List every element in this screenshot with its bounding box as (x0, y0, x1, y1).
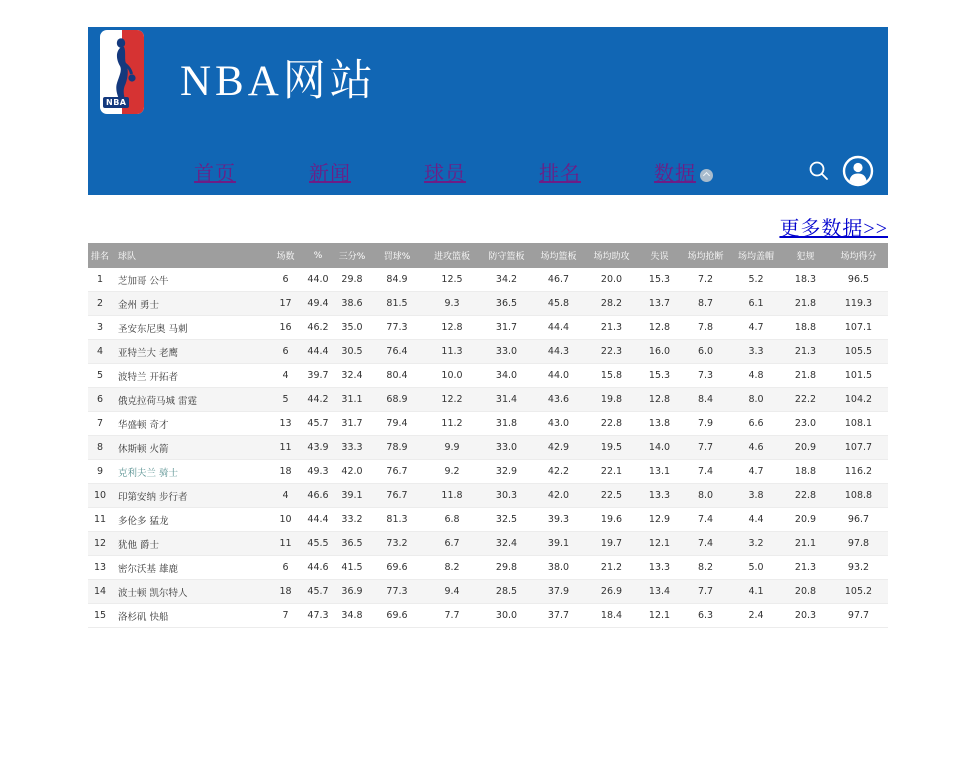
stat-cell: 42.0 (532, 484, 585, 508)
stat-cell: 3.8 (730, 484, 782, 508)
stat-cell: 7.2 (681, 268, 730, 292)
table-row (88, 580, 888, 604)
stat-cell: 12.9 (638, 508, 681, 532)
nav-link-news[interactable]: 新闻 (309, 163, 351, 185)
column-header-3: % (303, 243, 333, 268)
stat-cell: 81.3 (371, 508, 423, 532)
stat-cell: 46.2 (303, 316, 333, 340)
stat-cell: 22.3 (585, 340, 638, 364)
stat-cell: 76.7 (371, 460, 423, 484)
stat-cell: 13.4 (638, 580, 681, 604)
rank-cell: 1 (88, 268, 112, 292)
stat-cell: 9.2 (423, 460, 481, 484)
stat-cell: 6.1 (730, 292, 782, 316)
stat-cell: 47.3 (303, 604, 333, 628)
stat-cell: 6 (268, 268, 303, 292)
stat-cell: 46.7 (532, 268, 585, 292)
stat-cell: 31.7 (481, 316, 532, 340)
stat-cell: 4.6 (730, 436, 782, 460)
column-header-1: 球队 (112, 243, 268, 268)
stat-cell: 119.3 (829, 292, 888, 316)
stat-cell: 21.3 (782, 556, 829, 580)
table-row (88, 268, 888, 292)
stat-cell: 36.5 (333, 532, 371, 556)
stat-cell: 20.8 (782, 580, 829, 604)
stat-cell: 4.4 (730, 508, 782, 532)
stat-cell: 68.9 (371, 388, 423, 412)
team-name[interactable]: 华盛顿 奇才 (112, 412, 268, 436)
stat-cell: 10.0 (423, 364, 481, 388)
stat-cell: 7.4 (681, 532, 730, 556)
team-name[interactable]: 波特兰 开拓者 (112, 364, 268, 388)
stat-cell: 46.6 (303, 484, 333, 508)
stat-cell: 17 (268, 292, 303, 316)
stat-cell: 4.8 (730, 364, 782, 388)
nav-link-data[interactable]: 数据 (654, 157, 713, 186)
stat-cell: 26.9 (585, 580, 638, 604)
search-icon[interactable] (807, 159, 831, 183)
team-name[interactable]: 金州 勇士 (112, 292, 268, 316)
column-header-5: 罚球% (371, 243, 423, 268)
page-container (88, 27, 888, 628)
stat-cell: 44.4 (303, 340, 333, 364)
stat-cell: 96.7 (829, 508, 888, 532)
stat-cell: 32.9 (481, 460, 532, 484)
rank-cell: 15 (88, 604, 112, 628)
table-row (88, 556, 888, 580)
stat-cell: 43.0 (532, 412, 585, 436)
stat-cell: 31.8 (481, 412, 532, 436)
stats-table-header-row (88, 243, 888, 268)
stat-cell: 76.7 (371, 484, 423, 508)
stat-cell: 6.8 (423, 508, 481, 532)
stat-cell: 28.2 (585, 292, 638, 316)
table-row (88, 604, 888, 628)
stat-cell: 108.1 (829, 412, 888, 436)
stat-cell: 10 (268, 508, 303, 532)
stat-cell: 11.3 (423, 340, 481, 364)
stat-cell: 28.5 (481, 580, 532, 604)
table-row (88, 412, 888, 436)
stat-cell: 44.6 (303, 556, 333, 580)
nba-logo[interactable] (100, 30, 144, 114)
stat-cell: 18.8 (782, 460, 829, 484)
stat-cell: 43.9 (303, 436, 333, 460)
stat-cell: 12.1 (638, 604, 681, 628)
stat-cell: 44.0 (303, 268, 333, 292)
stat-cell: 41.5 (333, 556, 371, 580)
column-header-6: 进攻篮板 (423, 243, 481, 268)
team-name[interactable]: 密尔沃基 雄鹿 (112, 556, 268, 580)
team-name[interactable]: 俄克拉荷马城 雷霆 (112, 388, 268, 412)
stat-cell: 3.2 (730, 532, 782, 556)
stat-cell: 7.4 (681, 460, 730, 484)
stat-cell: 20.9 (782, 436, 829, 460)
team-name[interactable]: 芝加哥 公牛 (112, 268, 268, 292)
stat-cell: 6 (268, 340, 303, 364)
team-name[interactable]: 犹他 爵士 (112, 532, 268, 556)
table-row (88, 316, 888, 340)
stat-cell: 45.8 (532, 292, 585, 316)
stat-cell: 11 (268, 436, 303, 460)
stat-cell: 30.0 (481, 604, 532, 628)
stat-cell: 12.8 (638, 316, 681, 340)
stat-cell: 21.3 (782, 340, 829, 364)
stat-cell: 45.7 (303, 412, 333, 436)
stat-cell: 3.3 (730, 340, 782, 364)
stat-cell: 15.3 (638, 364, 681, 388)
table-row (88, 484, 888, 508)
column-header-10: 失误 (638, 243, 681, 268)
stat-cell: 43.6 (532, 388, 585, 412)
stat-cell: 45.7 (303, 580, 333, 604)
stat-cell: 18.3 (782, 268, 829, 292)
stat-cell: 19.5 (585, 436, 638, 460)
stat-cell: 30.3 (481, 484, 532, 508)
nav-link-ranking[interactable]: 排名 (539, 163, 581, 185)
stat-cell: 21.8 (782, 292, 829, 316)
main-nav (194, 157, 713, 186)
user-avatar-icon[interactable] (842, 155, 874, 187)
stat-cell: 21.3 (585, 316, 638, 340)
stat-cell: 13.8 (638, 412, 681, 436)
stat-cell: 97.8 (829, 532, 888, 556)
stat-cell: 39.1 (532, 532, 585, 556)
stat-cell: 49.4 (303, 292, 333, 316)
stat-cell: 8.0 (681, 484, 730, 508)
stat-cell: 21.8 (782, 364, 829, 388)
stat-cell: 9.3 (423, 292, 481, 316)
stat-cell: 31.1 (333, 388, 371, 412)
stat-cell: 13.7 (638, 292, 681, 316)
stat-cell: 16.0 (638, 340, 681, 364)
stat-cell: 37.7 (532, 604, 585, 628)
stat-cell: 32.4 (481, 532, 532, 556)
stat-cell: 2.4 (730, 604, 782, 628)
table-row (88, 460, 888, 484)
column-header-12: 场均盖帽 (730, 243, 782, 268)
stat-cell: 39.1 (333, 484, 371, 508)
rank-cell: 6 (88, 388, 112, 412)
stat-cell: 107.1 (829, 316, 888, 340)
stat-cell: 12.5 (423, 268, 481, 292)
stat-cell: 7.3 (681, 364, 730, 388)
table-row (88, 436, 888, 460)
column-header-13: 犯规 (782, 243, 829, 268)
team-name[interactable]: 多伦多 猛龙 (112, 508, 268, 532)
team-name[interactable]: 圣安东尼奥 马刺 (112, 316, 268, 340)
stat-cell: 73.2 (371, 532, 423, 556)
stat-cell: 4 (268, 484, 303, 508)
more-data-link[interactable]: 更多数据>> (779, 218, 888, 240)
rank-cell: 2 (88, 292, 112, 316)
stat-cell: 44.3 (532, 340, 585, 364)
nav-link-players[interactable]: 球员 (424, 163, 466, 185)
stat-cell: 7.7 (423, 604, 481, 628)
stat-cell: 7.7 (681, 436, 730, 460)
stat-cell: 31.7 (333, 412, 371, 436)
stat-cell: 32.5 (481, 508, 532, 532)
stat-cell: 30.5 (333, 340, 371, 364)
rank-cell: 14 (88, 580, 112, 604)
stat-cell: 12.8 (638, 388, 681, 412)
rank-cell: 7 (88, 412, 112, 436)
table-row (88, 340, 888, 364)
stat-cell: 7 (268, 604, 303, 628)
stat-cell: 13.3 (638, 556, 681, 580)
stat-cell: 49.3 (303, 460, 333, 484)
stat-cell: 84.9 (371, 268, 423, 292)
stat-cell: 80.4 (371, 364, 423, 388)
stat-cell: 20.9 (782, 508, 829, 532)
stat-cell: 42.9 (532, 436, 585, 460)
stat-cell: 78.9 (371, 436, 423, 460)
header-icons (807, 155, 874, 187)
stat-cell: 13.1 (638, 460, 681, 484)
stat-cell: 12.8 (423, 316, 481, 340)
stat-cell: 93.2 (829, 556, 888, 580)
stat-cell: 18 (268, 580, 303, 604)
stat-cell: 18 (268, 460, 303, 484)
site-title: NBA网站 (180, 58, 377, 105)
stat-cell: 6.7 (423, 532, 481, 556)
stat-cell: 108.8 (829, 484, 888, 508)
stat-cell: 15.8 (585, 364, 638, 388)
stat-cell: 8.2 (681, 556, 730, 580)
stat-cell: 19.7 (585, 532, 638, 556)
stat-cell: 31.4 (481, 388, 532, 412)
stat-cell: 29.8 (333, 268, 371, 292)
stats-table-head (88, 243, 888, 268)
rank-cell: 3 (88, 316, 112, 340)
stat-cell: 45.5 (303, 532, 333, 556)
stat-cell: 97.7 (829, 604, 888, 628)
expand-circle-icon[interactable] (700, 169, 713, 182)
stat-cell: 16 (268, 316, 303, 340)
stat-cell: 21.2 (585, 556, 638, 580)
table-row (88, 364, 888, 388)
stat-cell: 20.3 (782, 604, 829, 628)
stat-cell: 34.2 (481, 268, 532, 292)
column-header-0: 排名 (88, 243, 112, 268)
stat-cell: 36.5 (481, 292, 532, 316)
stat-cell: 6.3 (681, 604, 730, 628)
rank-cell: 13 (88, 556, 112, 580)
stat-cell: 7.8 (681, 316, 730, 340)
stat-cell: 8.7 (681, 292, 730, 316)
stat-cell: 5.0 (730, 556, 782, 580)
stat-cell: 96.5 (829, 268, 888, 292)
stat-cell: 11 (268, 532, 303, 556)
stat-cell: 35.0 (333, 316, 371, 340)
stats-table-body (88, 268, 888, 628)
stat-cell: 22.2 (782, 388, 829, 412)
stat-cell: 44.0 (532, 364, 585, 388)
team-name[interactable]: 洛杉矶 快船 (112, 604, 268, 628)
rank-cell: 8 (88, 436, 112, 460)
stat-cell: 6.0 (681, 340, 730, 364)
team-name[interactable]: 克利夫兰 骑士 (112, 460, 268, 484)
stat-cell: 9.4 (423, 580, 481, 604)
stat-cell: 33.2 (333, 508, 371, 532)
table-row (88, 508, 888, 532)
stat-cell: 8.2 (423, 556, 481, 580)
stat-cell: 38.0 (532, 556, 585, 580)
stat-cell: 39.3 (532, 508, 585, 532)
column-header-9: 场均助攻 (585, 243, 638, 268)
rank-cell: 5 (88, 364, 112, 388)
stat-cell: 6 (268, 556, 303, 580)
stat-cell: 7.9 (681, 412, 730, 436)
column-header-4: 三分% (333, 243, 371, 268)
table-row (88, 292, 888, 316)
stat-cell: 34.0 (481, 364, 532, 388)
stat-cell: 11.8 (423, 484, 481, 508)
site-header (88, 27, 888, 195)
team-name[interactable]: 亚特兰大 老鹰 (112, 340, 268, 364)
stat-cell: 8.4 (681, 388, 730, 412)
rank-cell: 10 (88, 484, 112, 508)
stat-cell: 5 (268, 388, 303, 412)
rank-cell: 12 (88, 532, 112, 556)
stat-cell: 42.0 (333, 460, 371, 484)
column-header-2: 场数 (268, 243, 303, 268)
stat-cell: 22.8 (585, 412, 638, 436)
stat-cell: 105.2 (829, 580, 888, 604)
stat-cell: 20.0 (585, 268, 638, 292)
stat-cell: 4.7 (730, 316, 782, 340)
nba-logo-wordmark: NBA (103, 97, 129, 108)
rank-cell: 4 (88, 340, 112, 364)
stat-cell: 12.2 (423, 388, 481, 412)
stats-table (88, 243, 888, 628)
stat-cell: 34.8 (333, 604, 371, 628)
rank-cell: 11 (88, 508, 112, 532)
stat-cell: 21.1 (782, 532, 829, 556)
stat-cell: 44.4 (303, 508, 333, 532)
stat-cell: 5.2 (730, 268, 782, 292)
stat-cell: 9.9 (423, 436, 481, 460)
team-name[interactable]: 休斯顿 火箭 (112, 436, 268, 460)
stat-cell: 37.9 (532, 580, 585, 604)
stat-cell: 42.2 (532, 460, 585, 484)
stat-cell: 105.5 (829, 340, 888, 364)
column-header-14: 场均得分 (829, 243, 888, 268)
stat-cell: 8.0 (730, 388, 782, 412)
stat-cell: 4.7 (730, 460, 782, 484)
stat-cell: 107.7 (829, 436, 888, 460)
stat-cell: 29.8 (481, 556, 532, 580)
stat-cell: 38.6 (333, 292, 371, 316)
table-row (88, 388, 888, 412)
team-name[interactable]: 波士顿 凯尔特人 (112, 580, 268, 604)
stat-cell: 116.2 (829, 460, 888, 484)
table-row (88, 532, 888, 556)
stat-cell: 22.1 (585, 460, 638, 484)
column-header-11: 场均抢断 (681, 243, 730, 268)
stat-cell: 22.8 (782, 484, 829, 508)
stat-cell: 19.8 (585, 388, 638, 412)
stat-cell: 44.2 (303, 388, 333, 412)
stat-cell: 22.5 (585, 484, 638, 508)
stat-cell: 12.1 (638, 532, 681, 556)
stat-cell: 13.3 (638, 484, 681, 508)
stat-cell: 44.4 (532, 316, 585, 340)
stat-cell: 18.8 (782, 316, 829, 340)
stat-cell: 104.2 (829, 388, 888, 412)
stat-cell: 32.4 (333, 364, 371, 388)
stat-cell: 4.1 (730, 580, 782, 604)
stat-cell: 6.6 (730, 412, 782, 436)
stat-cell: 81.5 (371, 292, 423, 316)
stat-cell: 33.0 (481, 340, 532, 364)
stat-cell: 79.4 (371, 412, 423, 436)
stat-cell: 11.2 (423, 412, 481, 436)
stat-cell: 19.6 (585, 508, 638, 532)
stat-cell: 33.0 (481, 436, 532, 460)
stat-cell: 13 (268, 412, 303, 436)
stat-cell: 77.3 (371, 580, 423, 604)
stat-cell: 101.5 (829, 364, 888, 388)
rank-cell: 9 (88, 460, 112, 484)
stat-cell: 39.7 (303, 364, 333, 388)
stat-cell: 33.3 (333, 436, 371, 460)
stat-cell: 4 (268, 364, 303, 388)
stat-cell: 76.4 (371, 340, 423, 364)
nav-link-home[interactable]: 首页 (194, 163, 236, 185)
stat-cell: 14.0 (638, 436, 681, 460)
stat-cell: 15.3 (638, 268, 681, 292)
stat-cell: 23.0 (782, 412, 829, 436)
column-header-7: 防守篮板 (481, 243, 532, 268)
stat-cell: 18.4 (585, 604, 638, 628)
stat-cell: 69.6 (371, 604, 423, 628)
stat-cell: 77.3 (371, 316, 423, 340)
stat-cell: 36.9 (333, 580, 371, 604)
more-data-row (88, 212, 888, 240)
team-name[interactable]: 印第安纳 步行者 (112, 484, 268, 508)
column-header-8: 场均篮板 (532, 243, 585, 268)
stat-cell: 7.4 (681, 508, 730, 532)
stat-cell: 7.7 (681, 580, 730, 604)
stat-cell: 69.6 (371, 556, 423, 580)
